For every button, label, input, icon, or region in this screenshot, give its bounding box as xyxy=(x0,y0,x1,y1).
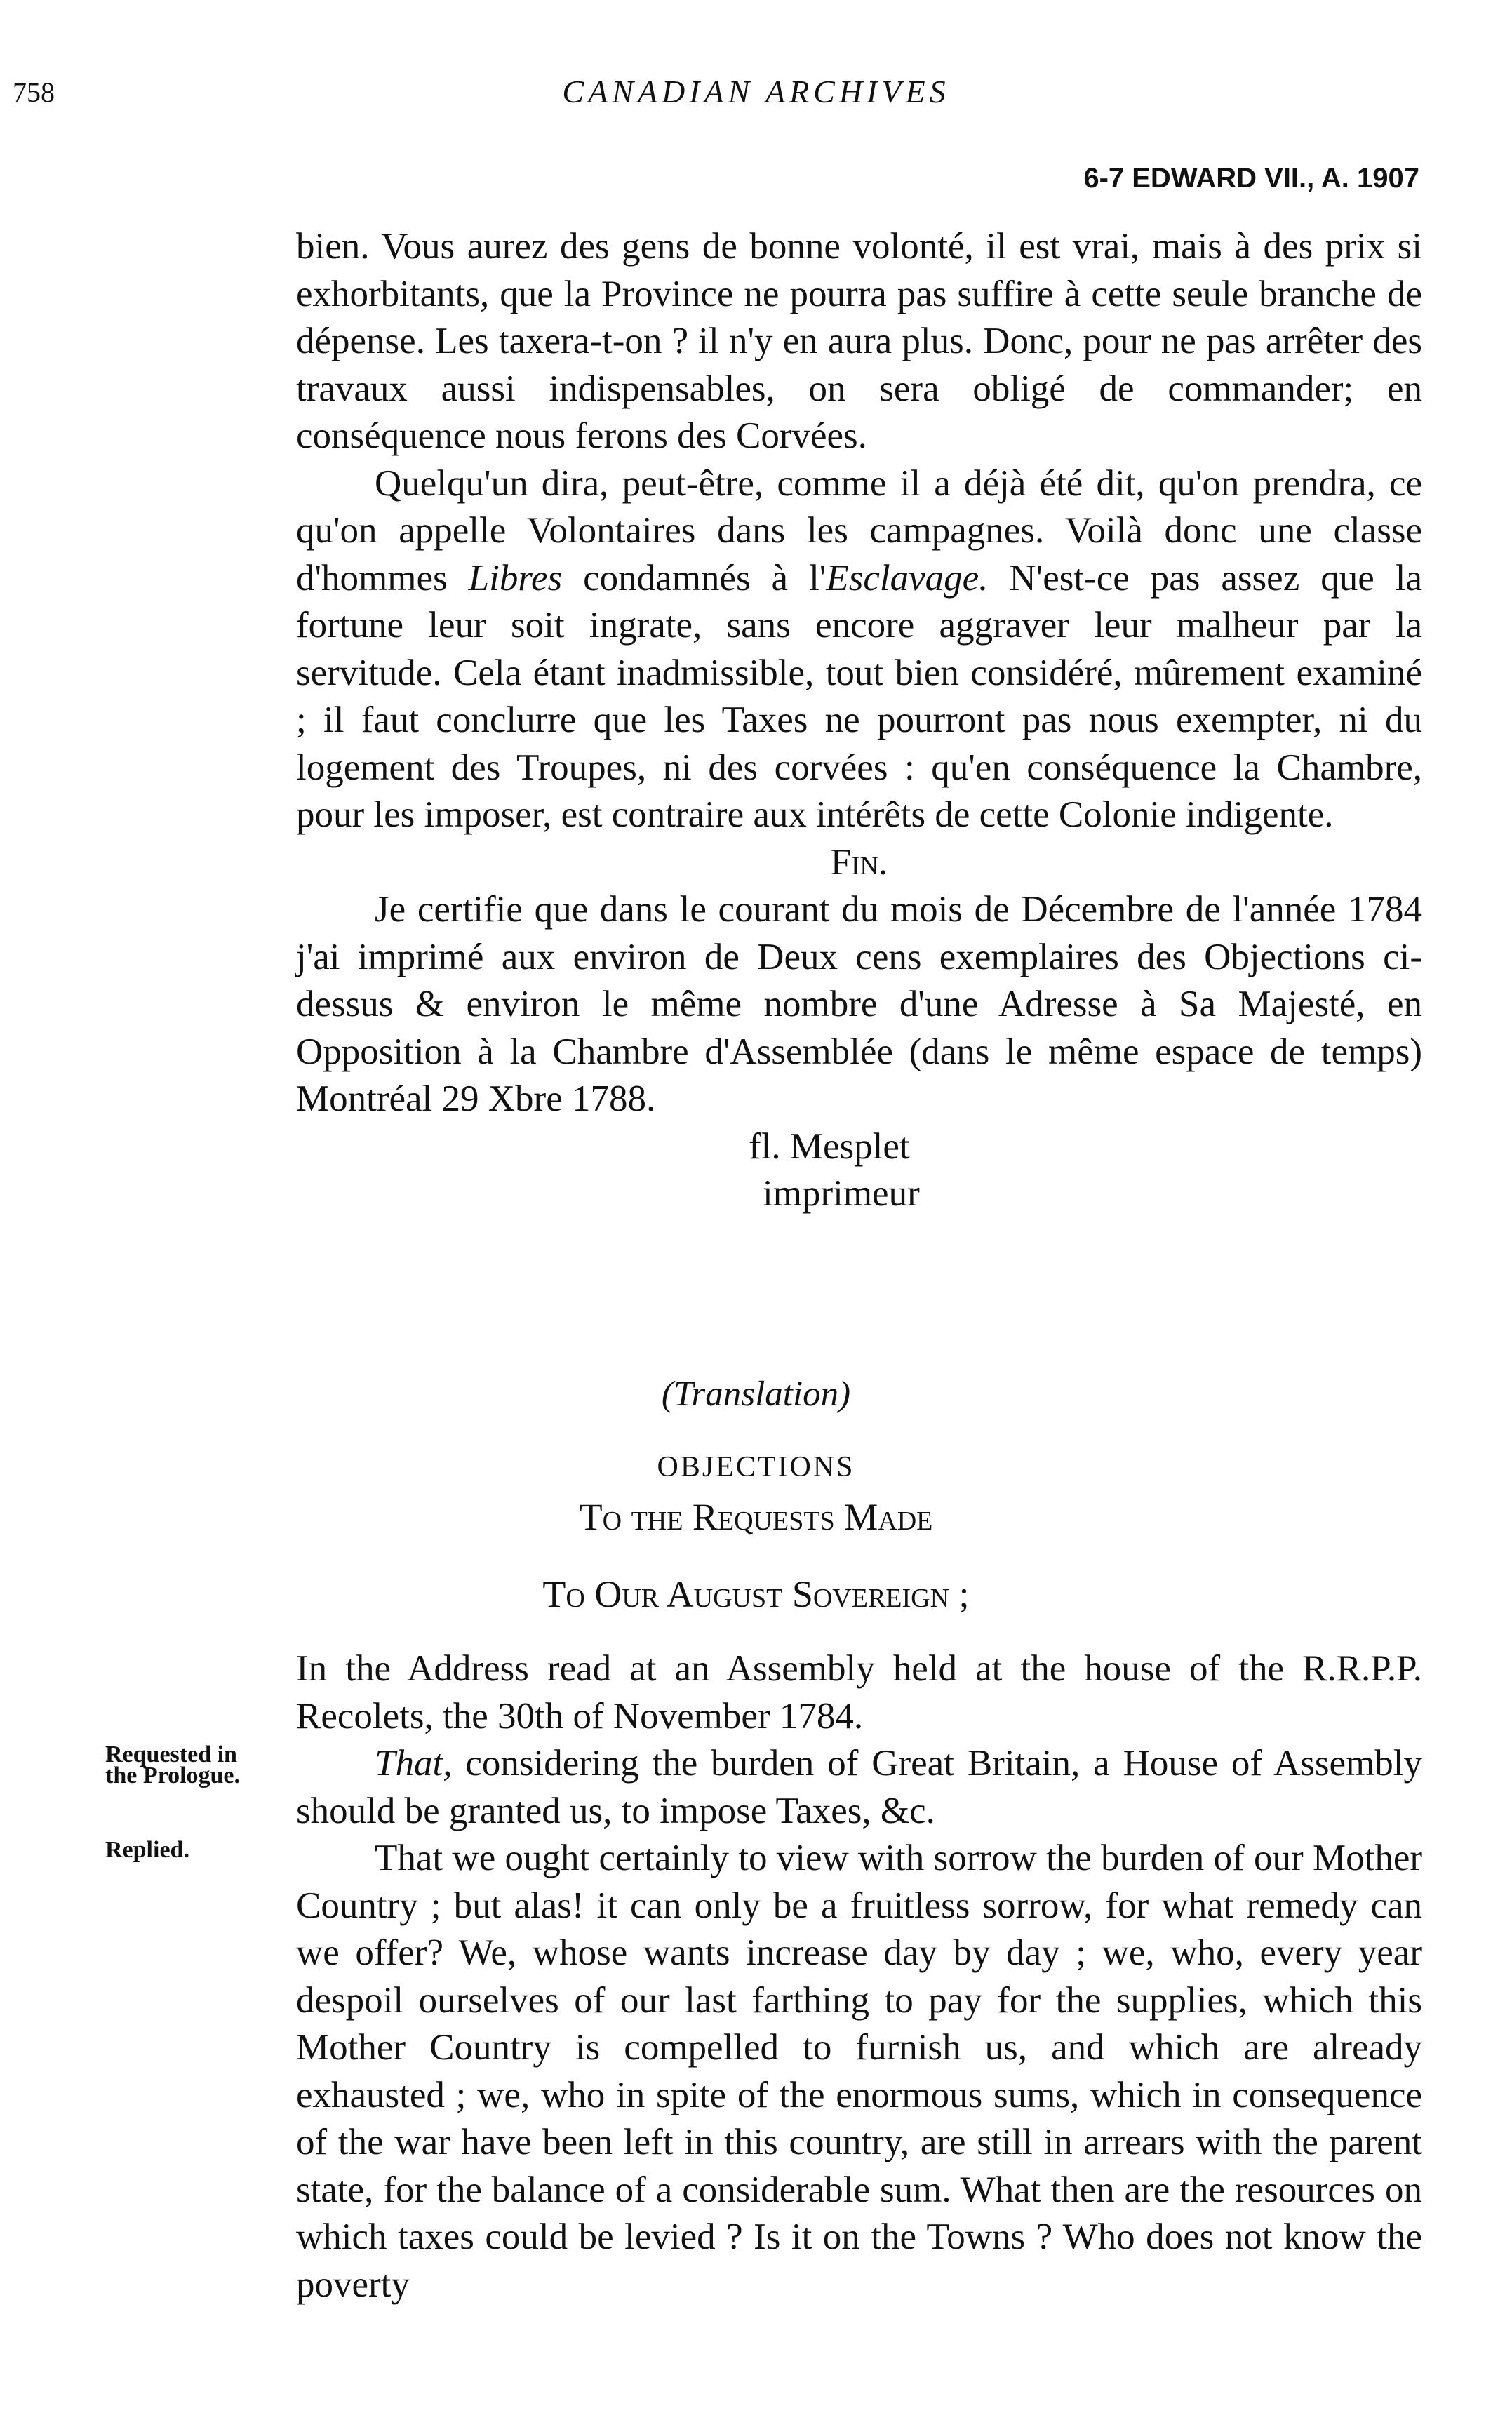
running-title: CANADIAN ARCHIVES xyxy=(562,74,950,109)
margin-note-replied: Replied. xyxy=(105,1837,189,1863)
english-paragraph-2 xyxy=(296,1740,1422,1835)
french-emphasis-esclavage: Esclavage. xyxy=(826,557,989,599)
margin-note-requested-line-2: the Prologue. xyxy=(105,1763,241,1789)
english-emphasis-that: That, xyxy=(375,1743,453,1784)
requests-heading: To the Requests Made xyxy=(579,1496,933,1538)
signature-name: fl. Mesplet xyxy=(749,1125,910,1167)
french-text-block xyxy=(296,223,1422,1218)
translation-heading: (Translation) xyxy=(661,1375,851,1414)
english-paragraph-2-rest: considering the burden of Great Britain, a House of Assembly should be granted us, to impose Taxes, &c. xyxy=(296,1743,1422,1831)
english-paragraph-1: In the Address read at an Assembly held at the house of the R.R.P.P. Recolets, the 30th of November 1784. xyxy=(296,1648,1422,1737)
english-paragraph-3: That we ought certainly to view with sorrow the burden of our Mother Country ; but alas! it can only be a fruitless sorrow, for what remedy can we offer? We, whose wants increase day by day ; we, who, every year despoil ourselves of our last farthing to pay for the supplies, which this Mother Country is compelled to furnish us, and which are already exhausted ; we, who in spite of the enormous sums, which in consequence of the war have been left in this country, are still in arrears with the parent state, for the balance of a considerable sum. What then are the resources on which taxes could be levied ? Is it on the Towns ? Who does not know the poverty xyxy=(296,1838,1422,2305)
french-paragraph-2-part-3: N'est-ce pas assez que la fortune leur soit ingrate, sans encore aggraver leur malheur par la servitude. Cela étant inadmissible, tout bien considéré, mûrement examiné ; il faut conclurre que les Taxes ne pourront pas nous exempter, ni du logement des Troupes, ni des corvées : qu'en conséquence la Chambre, pour les imposer, est contraire aux intérêts de cette Colonie indigente. xyxy=(296,557,1422,835)
page-number: 758 xyxy=(13,76,55,108)
margin-note-requested xyxy=(105,1742,241,1789)
english-text-block xyxy=(296,1645,1422,2308)
french-paragraph-2 xyxy=(296,460,1422,839)
french-emphasis-libres: Libres xyxy=(468,557,563,599)
fin-marker: Fin. xyxy=(830,841,888,883)
sovereign-heading: To Our August Sovereign ; xyxy=(542,1573,970,1615)
french-paragraph-2-part-1: Quelqu'un dira, peut-être, comme il a déjà été dit, qu'on prendra, ce qu'on appelle Volontaires dans les campagnes. Voilà donc une classe d'hommes xyxy=(296,462,1422,599)
french-paragraph-1: bien. Vous aurez des gens de bonne volonté, il est vrai, mais à des prix si exhorbitants, que la Province ne pourra pas suffire à cette seule branche de dépense. Les taxera-t-on ? il n'y en aura plus. Donc, pour ne pas arrêter des travaux aussi indispensables, on sera obligé de commander; en conséquence nous ferons des Corvées. xyxy=(296,226,1422,456)
french-paragraph-2-part-2: condamnés à l' xyxy=(562,557,827,599)
objections-heading: OBJECTIONS xyxy=(657,1451,855,1483)
signature-title: imprimeur xyxy=(763,1173,920,1214)
volume-reference: 6-7 EDWARD VII., A. 1907 xyxy=(1083,163,1419,194)
margin-note-requested-line-1: Requested in xyxy=(105,1742,237,1767)
french-paragraph-3: Je certifie que dans le courant du mois de Décembre de l'année 1784 j'ai imprimé aux environ de Deux cens exemplaires des Objections ci-dessus & environ le même nombre d'une Adresse à Sa Majesté, en Opposition à la Chambre d'Assemblée (dans le même espace de temps) Montréal 29 Xbre 1788. xyxy=(296,889,1422,1119)
